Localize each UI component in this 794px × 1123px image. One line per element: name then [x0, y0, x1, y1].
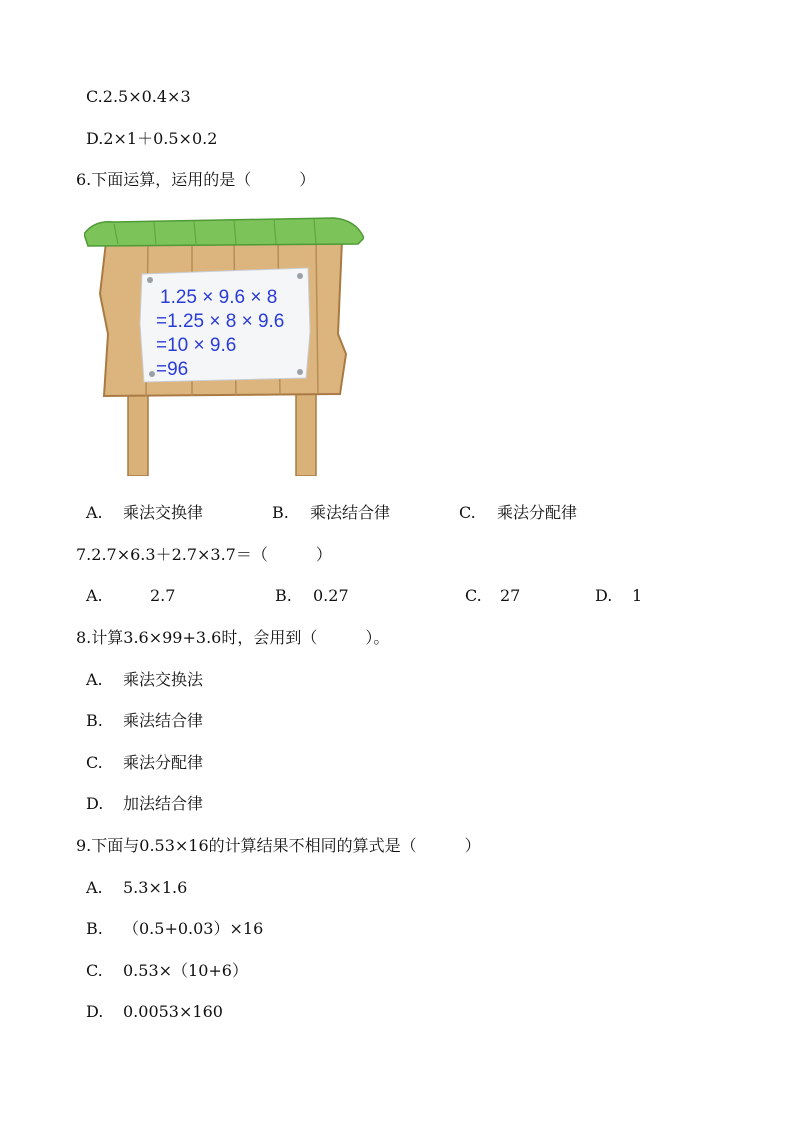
q7-option-d-text: 1 [632, 586, 643, 605]
q6-option-b-text: 乘法结合律 [310, 503, 391, 522]
q9-option-d-letter: D. [86, 1002, 104, 1021]
board-line-4: =96 [156, 359, 189, 380]
q9-option-a-text: 5.3×1.6 [123, 878, 188, 897]
q9-stem: 9.下面与0.53×16的计算结果不相同的算式是（ ） [76, 836, 481, 855]
signboard-left-post [128, 384, 148, 476]
q8-option-c-letter: C. [86, 753, 103, 772]
q9-option-b-letter: B. [86, 919, 103, 938]
pin-icon [297, 273, 303, 279]
q7-option-c-text: 27 [500, 586, 521, 605]
board-line-1: 1.25 × 9.6 × 8 [160, 287, 278, 308]
q7-option-a-letter: A. [86, 586, 103, 605]
q8-stem: 8.计算3.6×99+3.6时，会用到（ ）。 [76, 628, 390, 647]
q8-option-c-text: 乘法分配律 [123, 753, 204, 772]
q7-option-d-letter: D. [595, 586, 613, 605]
q8-option-b-letter: B. [86, 711, 103, 730]
q6-option-a-text: 乘法交换律 [123, 503, 204, 522]
q8-option-a-letter: A. [86, 670, 103, 689]
pin-icon [297, 369, 303, 375]
q8-option-b-text: 乘法结合律 [123, 711, 204, 730]
q6-stem: 6.下面运算，运用的是（ ） [76, 170, 316, 189]
q7-option-a-text: 2.7 [150, 586, 176, 605]
q9-option-d-text: 0.0053×160 [123, 1002, 223, 1021]
signboard-illustration [84, 214, 364, 476]
q8-option-a-text: 乘法交换法 [123, 670, 204, 689]
q6-option-a-letter: A. [86, 503, 103, 522]
q7-option-c-letter: C. [465, 586, 482, 605]
q7-option-b-text: 0.27 [313, 586, 349, 605]
q7-option-b-letter: B. [275, 586, 292, 605]
q8-option-d-text: 加法结合律 [123, 794, 204, 813]
signboard-green-roof [84, 218, 364, 246]
q9-option-b-text: （0.5+0.03）×16 [123, 919, 264, 938]
q6-option-c-letter: C. [459, 503, 476, 522]
q9-option-c-letter: C. [86, 961, 103, 980]
board-line-3: =10 × 9.6 [156, 335, 237, 356]
signboard-right-post [296, 384, 316, 476]
pin-icon [147, 277, 153, 283]
q5-option-c: C.2.5×0.4×3 [86, 87, 191, 106]
q8-option-d-letter: D. [86, 794, 104, 813]
pin-icon [149, 371, 155, 377]
q9-option-c-text: 0.53×（10+6） [123, 961, 248, 980]
q6-option-c-text: 乘法分配律 [497, 503, 578, 522]
q5-option-d: D.2×1＋0.5×0.2 [86, 129, 218, 148]
q7-stem: 7.2.7×6.3＋2.7×3.7＝（ ） [76, 545, 332, 564]
q9-option-a-letter: A. [86, 878, 103, 897]
q6-option-b-letter: B. [272, 503, 289, 522]
board-line-2: =1.25 × 8 × 9.6 [156, 311, 285, 332]
